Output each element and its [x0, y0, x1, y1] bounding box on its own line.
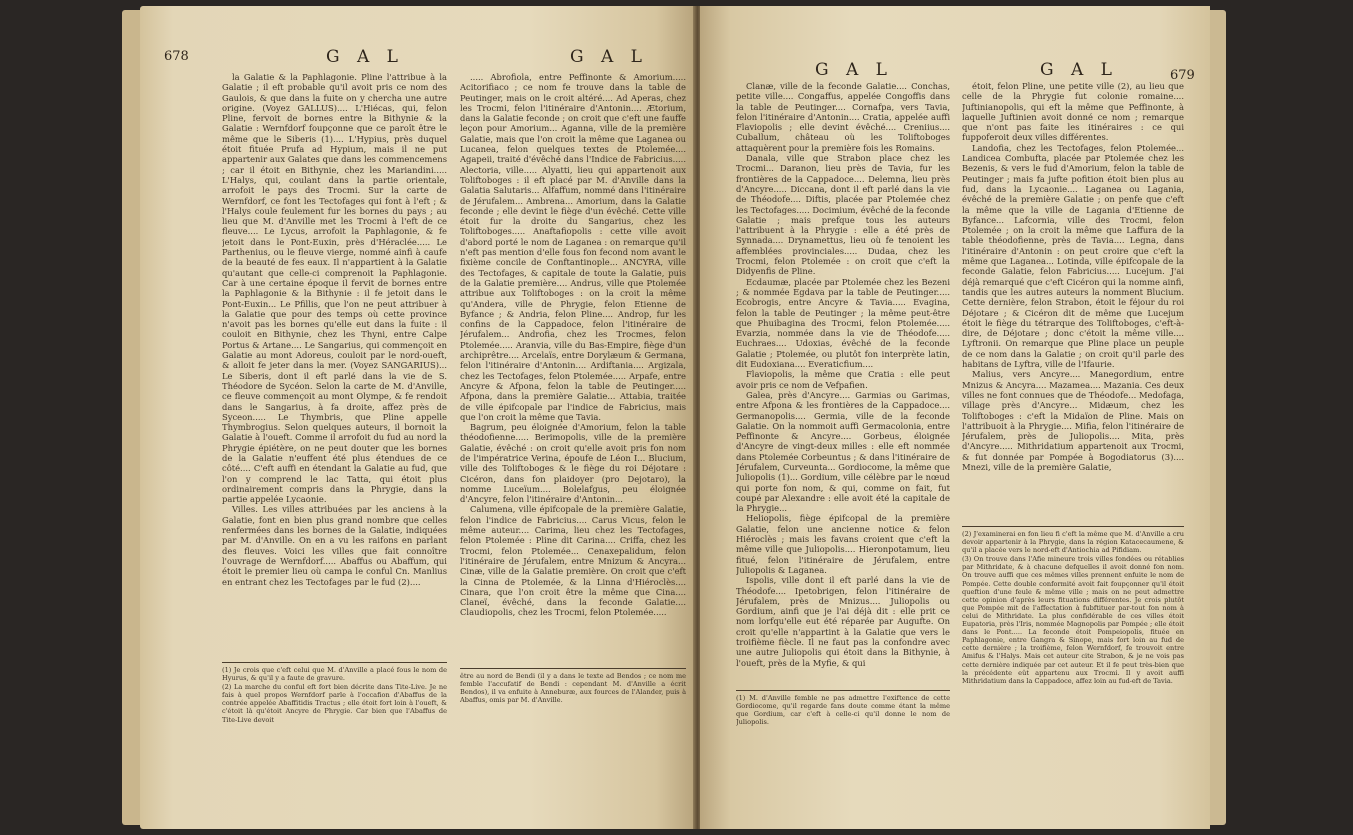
paragraph: Ispolis, ville dont il eft parlé dans la vie de Théodofe.... Ipetobrigen, felon l'itinéraire de Jérufalem, près de Mnizus.... Juliopolis ou Gordium, ainfi que je l'ai déjà dit : elle prit ce nom lorfqu'elle eut été réparée par Augufte. On croit qu'elle n'appartint à la Galatie que vers le troifième fiècle. Il ne faut pas la confondre avec une autre Juliopolis qui étoit dans la Bithynie, à l'oueft, près de la Myfie, & qui [736, 575, 950, 668]
paragraph: Malius, vers Ancyre.... Manegordium, entre Mnizus & Ancyra.... Mazamea.... Mazania. Ces deux villes ne font connues que de Théodofe... Medofaga, village près d'Ancyre... Midæum, chez les Toliftoboges : c'eft la Midaïon de Pline. Mais on l'attribuoit à la Phrygie.... Mifia, felon l'itinéraire de Jérufalem, près de Juliopolis.... Mita, près d'Ancyre..... Mithridatium appartenoit aux Trocmi, & fut donnée par Pompée à Bogodiatorus (3).... Mnezi, ville de la première Galatie, [962, 369, 1184, 472]
text-column-1 [222, 72, 447, 657]
text-column-2 [962, 81, 1184, 521]
paragraph: la Galatie & la Paphlagonie. Pline l'attribue à la Galatie ; il eft probable qu'il avoit pris ce nom des Gaulois, & que dans la fuite on y chercha une autre origine. (Voyez GALLUS).... L'Hiécas, qui, felon Pline, fervoit de bornes entre la Bithynie & la Galatie : Wernfdorf foupçonne que ce paroît être le même que le Siberis (1).... L'Hypius, près duquel étoit fituée Prufa ad Hypium, mais il ne put appartenir aux Galates que dans les commencemens ; car il étoit en Bithynie, chez les Mariandini..... L'Halys, qui, coulant dans la partie orientale, arrofoit le pays des Trocmi. Sur la carte de Wernfdorf, ce font les Tectofages qui font à l'eft ; & l'Halys coule feulement fur les bornes du pays ; au lieu que M. d'Anville met les Trocmi à l'eft de ce fleuve.... Le Lycus, arrofoit la Paphlagonie, & fe jetoit dans le Pont-Euxin, près d'Héraclée..... Le Parthenius, ou le fleuve vierge, nommé ainfi à caufe de la beauté de fes eaux. Il n'appartient à la Galatie qu'autant que celle-ci comprenoit la Paphlagonie. Car à une certaine époque il fervit de bornes entre la Paphlagonie & la Bithynie : il fe jetoit dans le Pont-Euxin... Le Pfillis, que l'on ne peut attribuer à la Galatie que pour des temps où cette province n'avoit pas les bornes qu'elle eut dans la fuite : il couloit en Bithynie, chez les Thyni, entre Calpe Portus & Artane.... Le Sangarius, qui commençoit en Galatie au mont Adoreus, couloit par le nord-oueft, & alloit fe jeter dans la mer. (Voyez SANGARIUS)... Le Siberis, dont il eft parlé dans la vie de S. Théodore de Sycéon. Selon la carte de M. d'Anville, ce fleuve commençoit au mont Olympe, & fe rendoit dans le Sangarius, à fa droite, affez près de Syceon..... Le Thymbris, que Pline appelle Thymbrogius. Selon quelques auteurs, il bornoit la Galatie à l'oueft. Comme il arrofoit du fud au nord la Phrygie épiétère, on ne peut douter que les bornes de la Galatie n'euffent été plus étendues de ce côté.... C'eft auffi en étendant la Galatie au fud, que l'on y comprend le lac Tatta, qui étoit plus ordinairement compris dans la Phrygie, dans la partie appelée Lycaonie. [222, 72, 447, 505]
right-page [700, 6, 1210, 829]
page-number: 678 [164, 49, 189, 64]
paragraph: Landofia, chez les Tectofages, felon Ptolemée... Landicea Combufta, placée par Ptolemée chez les Bezenis, & vers le fud d'Amorium, felon la table de Peutinger ; mais fa jufte pofition étoit bien plus au fud, dans la Lycaonie.... Laganea ou Lagania, évêché de la première Galatie ; on penfe que c'eft la même que la ville de Lagania d'Etienne de Byfance... Lafcornia, ville des Trocmi, felon Ptolemée ; on la croit la même que Laffura de la table théodofienne, près de Tavia.... Legna, dans l'itinéraire d'Antonin : on peut croire que c'eft la même que Laganea... Lotinda, ville épifcopale de la feconde Galatie, felon Fabricius..... Lucejum. J'ai déjà remarqué que c'eft Cicéron qui la nomme ainfi, tandis que les autres auteurs la nomment Blucium. Cette dernière, felon Strabon, étoit le féjour du roi Déjotare ; & Cicéron dit de même que Lucejum étoit le fiège du tétrarque des Toliftoboges, c'eft-à-dire, de Déjotare ; donc c'étoit la même ville.... Lyftronii. On remarque que Pline place un peuple de ce nom dans la Galatie ; on croit qu'il parle des habitans de Lyftra, ville de l'Ifaurie. [962, 142, 1184, 370]
footnotes-column-1 [736, 694, 950, 754]
paragraph: Ecdaumæ, placée par Ptolemée chez les Bezeni ; & nommée Egdava par la table de Peutinger..... Ecobrogis, entre Ancyre & Tavia..... Evagina, felon la table de Peutinger ; la même peut-être que Phuibagina des Trocmi, felon Ptolemée..... Evarzia, nommée dans la vie de Théodofe..... Euchraes.... Udoxias, évêché de la feconde Galatie ; Ptolemée, ou plutôt fon interprète latin, dit Eudoxiana.... Everaticfium.... [736, 276, 950, 370]
paragraph: Calumena, ville épifcopale de la première Galatie, felon l'indice de Fabricius.... Carus Vicus, felon le même auteur.... Carima, lieu chez les Tectofages, felon Ptolemée : Pline dit Carina.... Criffa, chez les Trocmi, felon Ptolemée... Cenaxepalidum, felon l'itinéraire de Jérufalem, entre Mnizum & Ancyra... Cinæ, ville de la Galatie première. On croit que c'eft la Cinna de Ptolemée, & la Linna d'Hiéroclès.... Cinara, que l'on croit être la même que Cina.... Claneï, évêché, dans la feconde Galatie.... Claudiopolis, chez les Trocmi, felon Ptolemée..... [460, 504, 686, 618]
footnotes-column-2 [962, 530, 1184, 775]
running-head: G A L [570, 47, 648, 67]
footnote: (3) On trouve dans l'Afie mineure trois villes fondées ou rétablies par Mithridate, & à chacune defquelles il avoit donné fon nom. On trouve auffi que ces mêmes villes prennent enfuite le nom de Pompée. Cette double conformité avoit fait foupçonner qu'il étoit queftion d'une feule & même ville ; mais on ne peut admettre cette opinion d'après leurs fituations différentes. Je crois plutôt que Pompée mit de l'affectation à fubftituer par-tout fon nom à celui de Mithridate. La plus confidérable de ces villes étoit Eupatoria, près l'Iris, nommée Magnopolis par Pompée ; elle étoit dans le Pont..... La feconde étoit Pompeiopolis, fituée en Paphlagonie, entre Gangra & Sinope, mais fort loin au fud de cette dernière ; la troifième, felon Wernfdorf, fe trouvoit entre Amifus & l'Halys. Mais cet auteur cite Strabon, & je ne vois pas cette dernière indiquée par cet auteur. Et il fe peut très-bien que la précédente eût appartenu aux Trocmi. Il y avoit auffi Mithridatium dans la Cappadoce, affez loin au fud-eft de Tavia. [962, 555, 1184, 685]
running-head: G A L [1040, 60, 1118, 80]
text-column-1 [736, 81, 950, 686]
paragraph: Danala, ville que Strabon place chez les Trocmi... Daranon, lieu près de Tavia, fur les frontières de la Cappadoce.... Delemna, lieu près d'Ancyre..... Diccana, dont il eft parlé dans la vie de Théodofe.... Diftis, placée par Ptolemée chez les Tectofages..... Docimium, évêché de la feconde Galatie ; mais prefque tous les auteurs l'attribuent à la Phrygie : elle a été près de Synnada.... Drynamettus, lieu où fe tenoient les affemblées provinciales..... Dudaa, chez les Trocmi, felon Ptolemée : on croit que c'eft la Didyenfis de Pline. [736, 153, 950, 277]
footnote-rule [460, 668, 686, 669]
paragraph: Flaviopolis, la même que Cratia : elle peut avoir pris ce nom de Vefpafien. [736, 369, 950, 390]
paragraph: Heliopolis, fiège épifcopal de la première Galatie, felon une ancienne notice & felon Hiéroclès ; mais les favans croient que c'eft la même ville que Juliopolis.... Hieronpotamum, lieu fitué, felon l'itinéraire de Jérufalem, entre Juliopolis & Laganea. [736, 513, 950, 575]
paragraph: Clanæ, ville de la feconde Galatie.... Conchas, petite ville.... Congaffus, appelée Congoffis dans la table de Peutinger.... Cornafpa, vers Tavia, felon l'itinéraire d'Antonin.... Cratia, appelée auffi Flaviopolis ; elle devint évêché.... Creniius.... Cuballum, château où les Toliftoboges attaquèrent pour la première fois les Romains. [736, 81, 950, 153]
paragraph: Galea, près d'Ancyre.... Garmias ou Garimas, entre Afpona & les frontières de la Cappadoce.... Germanopolis.... Germia, ville de la feconde Galatie. On la nommoit auffi Germacolonia, entre Peffinonte & Ancyre.... Gorbeus, éloignée d'Ancyre de vingt-deux milles : elle eft nommée dans Ptolemée Corbeuntus ; & dans l'itinéraire de Jérufalem, Curveunta... Gordiocome, la même que Juliopolis (1)... Gordium, ville célèbre par le nœud qui porte fon nom, & qui, comme on fait, fut coupé par Alexandre : elle avoit été la capitale de la Phrygie... [736, 389, 950, 514]
footnote-rule [736, 690, 950, 691]
left-page-edge [122, 10, 140, 825]
running-head: G A L [815, 60, 893, 80]
footnote-rule [962, 526, 1184, 527]
left-page [140, 6, 695, 829]
footnote: (1) M. d'Anville femble ne pas admettre l'exiftence de cette Gordiocome, qu'il regarde fans doute comme étant la même que Gordium, car c'eft à celle-ci qu'il donne le nom de Juliopolis. [736, 694, 950, 727]
footnote: (2) J'examinerai en fon lieu fi c'eft la même que M. d'Anville a cru devoir appartenir à la Phrygie, dans la région Katacecaumene, & qu'il a placée vers le nord-eft d'Antiochia ad Pifidiam. [962, 530, 1184, 555]
paragraph: Bagrum, peu éloignée d'Amorium, felon la table théodofienne..... Berimopolis, ville de la première Galatie, évêché : on croit qu'elle avoit pris fon nom de l'impératrice Verina, époufe de Léon I... Blucium, ville des Toliftoboges & le fiège du roi Déjotare : Cicéron, dans fon plaidoyer (pro Dejotaro), la nomme Luceïum.... Bolelafgus, peu éloignée d'Ancyre, felon l'itinéraire d'Antonin... [460, 422, 686, 505]
footnote: (2) La marche du conful eft fort bien décrite dans Tite-Live. Je ne fais à quel propos Wernfdorf parle à l'occafion d'Abaffus de la contrée appelée Abaffitidis Tractus ; elle étoit fort loin à l'oueft, & c'étoit là qu'étoit Ancyre de Phrygie. Car bien que l'Abaffus de Tite-Live devoit [222, 683, 447, 724]
footnote: être au nord de Bendi (il y a dans le texte ad Bendos ; ce nom me femble l'accufatif de Bendi : cependant M. d'Anville a écrit Bendos), il va enfuite à Anneburæ, aux fources de l'Alander, puis à Abaffus, omis par M. d'Anville. [460, 672, 686, 705]
footnotes-column-1 [222, 666, 447, 776]
footnote: (1) Je crois que c'eft celui que M. d'Anville a placé fous le nom de Hyurus, & qu'il y a faute de gravure. [222, 666, 447, 683]
right-page-edge [1210, 10, 1226, 825]
page-number: 679 [1170, 68, 1195, 83]
paragraph: étoit, felon Pline, une petite ville (2), au lieu que celle de la Phrygie fut colonie romaine.... Juftinianopolis, qui eft la même que Peffinonte, à laquelle Juftinien avoit donné ce nom ; remarque que n'ont pas faite les itinéraires : ce qui fuppoferoit deux villes différentes. [962, 81, 1184, 143]
footnotes-column-2 [460, 672, 686, 772]
paragraph: Villes. Les villes attribuées par les anciens à la Galatie, font en bien plus grand nombre que celles renfermées dans les bornes de la Galatie, indiquées par M. d'Anville. On en a vu les raifons en parlant des fleuves. Voici les villes que fait connoître l'ouvrage de Wernfdorf..... Abaffus ou Abaffum, qui étoit le premier lieu où campa le conful Cn. Manlius en entrant chez les Tectofages par le fud (2).... [222, 504, 447, 587]
paragraph: ..... Abrofiola, entre Peffinonte & Amorium..... Acitorifiaco ; ce nom fe trouve dans la table de Peutinger, mais on le croit altéré.... Ad Aperas, chez les Trocmi, felon l'itinéraire d'Antonin.... Ætorium, dans la Galatie feconde ; on croit que c'eft une fauffe leçon pour Amorium... Aganna, ville de la première Galatie, mais que l'on croit la même que Laganea ou Lucanea, felon quelques textes de Ptolemée.... Agapeii, traité d'évêché dans l'Indice de Fabricius..... Alectoria, ville..... Alyatti, lieu qui appartenoit aux Toliftoboges : il eft placé par M. d'Anville dans la Galatia Salutaris... Alfaffum, nommé dans l'itinéraire de Jérufalem... Ambrena... Amorium, dans la Galatie feconde ; elle devint le fiège d'un évêché. Cette ville étoit fur la droite du Sangarius, chez les Toliftoboges..... Anaftafiopolis : cette ville avoit d'abord porté le nom de Laganea : on remarque qu'il n'eft pas mention d'elle fous fon fecond nom avant le fixième concile de Conftantinople... ANCYRA, ville des Tectofages, & capitale de toute la Galatie, puis de la Galatie première.... Andrus, ville que Ptolemée attribue aux Toliftoboges : on la croit la même qu'Andera, ville de Phrygie, felon Etienne de Byfance ; & Andria, felon Pline.... Androp, fur les confins de la Cappadoce, felon l'itinéraire de Jérufalem... Androfia, chez les Trocmes, felon Ptolemée..... Aranvia, ville du Bas-Empire, fiège d'un archiprêtre.... Arcelaïs, entre Dorylæum & Germana, felon l'itinéraire d'Antonin.... Ardiftania.... Argizala, chez les Tectofages, felon Ptolemée..... Arpafe, entre Ancyre & Afpona, felon la table de Peutinger..... Afpona, dans la première Galatie... Attabia, traitée de ville épifcopale par l'indice de Fabricius, mais que l'on croit la même que Tavia. [460, 72, 686, 422]
footnote-rule [222, 662, 447, 663]
running-head: G A L [326, 47, 404, 67]
text-column-2 [460, 72, 686, 667]
